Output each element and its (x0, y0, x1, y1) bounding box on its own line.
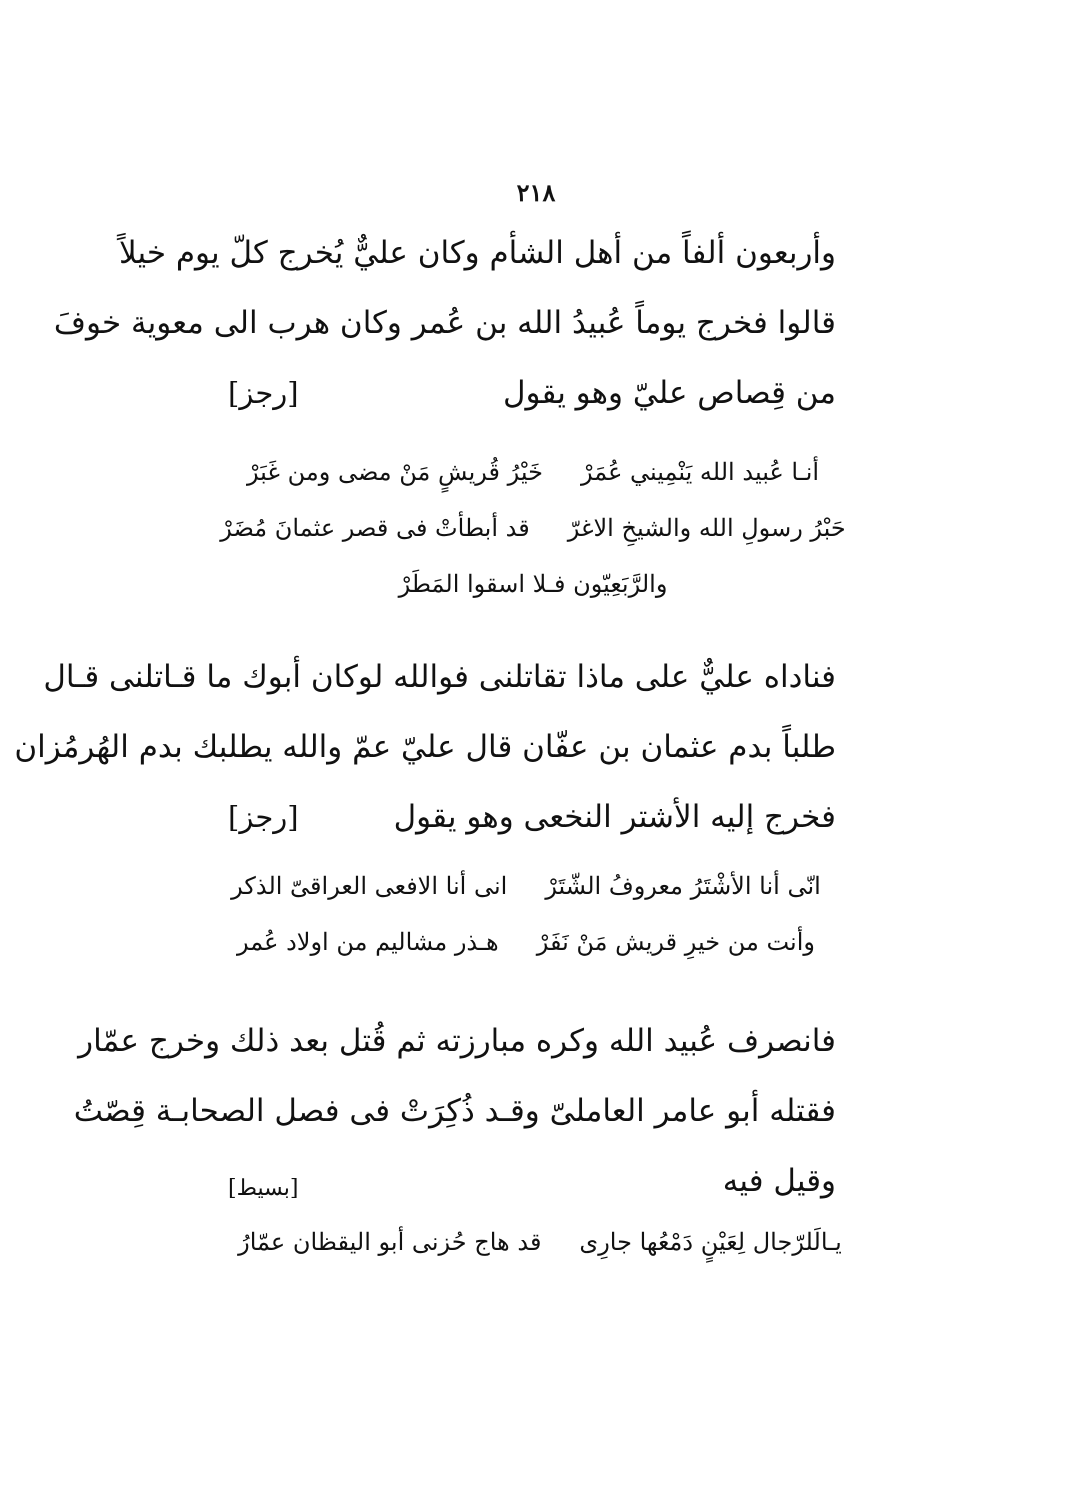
hemistich: قد أبطأتْ فى قصر عثمانَ مُضَرْ (220, 514, 530, 542)
prose-line-text: من قِصاص عليّ وهو يقول (502, 375, 836, 411)
hemistich: يـالَلرّجال لِعَيْنٍ دَمْعُها جارِى (579, 1228, 842, 1256)
prose-paragraph (14, 642, 836, 852)
page-number: ٢١٨ (516, 178, 556, 207)
hemistich: خَيْرُ قُريشٍ مَنْ مضى ومن غَبَرْ (246, 458, 543, 486)
meter-label: [رجز] (228, 376, 299, 410)
poem (231, 858, 821, 970)
hemistich: هـذر مشاليم من اولاد عُمر (237, 928, 499, 956)
prose-line (228, 782, 836, 852)
prose-line (228, 1146, 836, 1216)
prose-line: وأربعون ألفاً من أهل الشأم وكان عليٌّ يُخرج كلّ يوم خيلاً (118, 235, 836, 271)
prose-line-text: وقيل فيه (722, 1163, 836, 1199)
prose-line: فقتله أبو عامر العاملىّ وقـد ذُكِرَتْ فى فصل الصحابـة قِصّتُ (73, 1093, 836, 1129)
prose-line: طلباً بدم عثمان بن عفّان قال عليّ عمّ والله يطلبك بدم الهُرمُزان (14, 729, 836, 765)
meter-label: [بسيط] (228, 1176, 299, 1201)
meter-label: [رجز] (228, 800, 299, 834)
verse (231, 858, 821, 914)
poem (240, 1214, 840, 1270)
hemistich: وأنت من خيرِ قريش مَنْ نَفَرْ (536, 928, 815, 956)
prose-paragraph (73, 1006, 836, 1216)
hemistich: انى أنا الافعى العراقىّ الذكر (231, 872, 508, 900)
poem (220, 444, 846, 612)
hemistich: قد هاج حُزنى أبو اليقظان عمّارُ (238, 1228, 542, 1256)
prose-paragraph (53, 218, 836, 428)
prose-line (228, 358, 836, 428)
verse (220, 500, 846, 556)
prose-line: قالوا فخرج يوماً عُبيدُ الله بن عُمر وكان هرب الى معوية خوفَ (53, 305, 836, 341)
verse (230, 444, 836, 500)
verse (237, 914, 815, 970)
hemistich: أنـا عُبيد الله يَنْمِيني عُمَرْ (580, 458, 820, 486)
hemistich: حَبْرُ رسولِ الله والشيخِ الاغرّ (567, 514, 846, 542)
verse (230, 556, 836, 612)
prose-line-text: فخرج إليه الأشتر النخعى وهو يقول (393, 799, 836, 835)
prose-line: فانصرف عُبيد الله وكره مبارزته ثم قُتل بعد ذلك وخرج عمّار (78, 1023, 836, 1059)
prose-line: فناداه عليٌّ على ماذا تقاتلنى فوالله لوكان أبوك ما قـاتلنى قـال (43, 659, 836, 695)
hemistich: انّى أنا الأشْتَرُ معروفُ الشّتَرْ (545, 872, 821, 900)
hemistich: والرَّبَعِيّون فـلا اسقوا المَطَرْ (398, 570, 668, 598)
verse (240, 1214, 840, 1270)
